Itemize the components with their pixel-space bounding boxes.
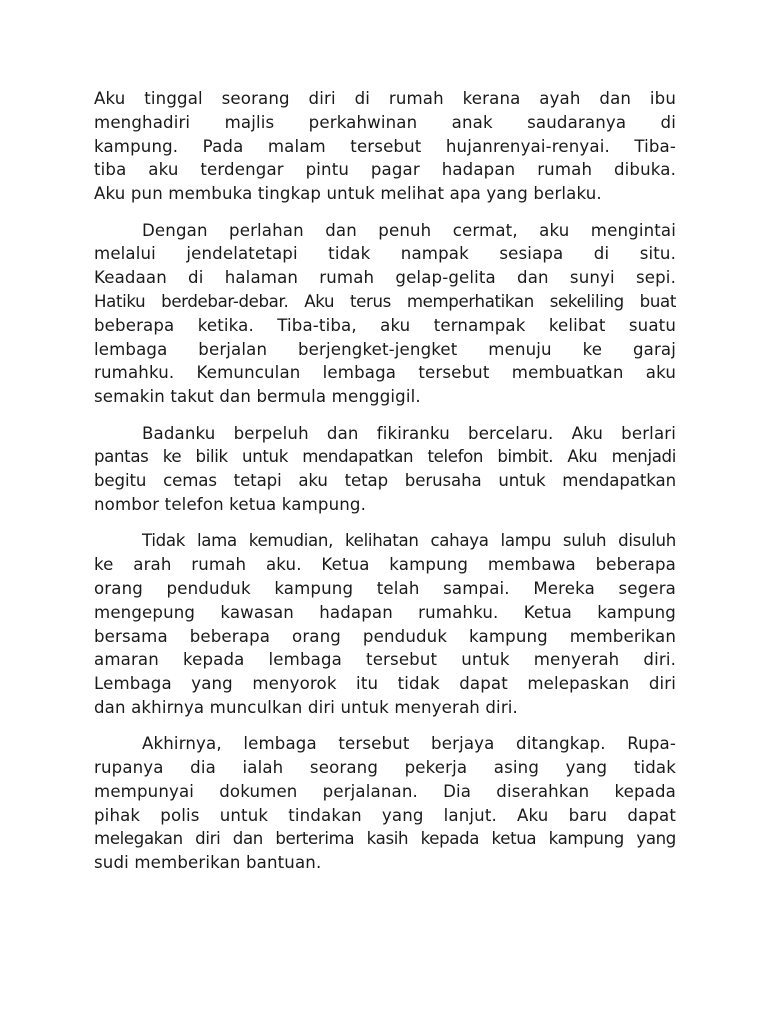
paragraph-line: menghadiri majlis perkahwinan anak saudaranya di [94,112,676,132]
paragraph-line: Akhirnya, lembaga tersebut berjaya ditangkap. Rupa- [142,734,676,754]
paragraph-5 [94,732,676,875]
paragraph-line: orang penduduk kampung telah sampai. Mereka segera [94,578,676,598]
paragraph-line: pihak polis untuk tindakan yang lanjut. Aku baru dapat [94,805,676,825]
paragraph-4 [94,529,676,719]
paragraph-line: tiba aku terdengar pintu pagar hadapan rumah dibuka. [94,160,676,180]
paragraph-line: dan akhirnya munculkan diri untuk menyerah diri. [94,697,518,717]
paragraph-line: Tidak lama kemudian, kelihatan cahaya lampu suluh disuluh [142,531,676,551]
paragraph-line: begitu cemas tetapi aku tetap berusaha untuk mendapatkan [94,471,676,491]
paragraph-2 [94,219,676,409]
paragraph-line: Keadaan di halaman rumah gelap-gelita dan sunyi sepi. [94,268,676,288]
paragraph-line: sudi memberikan bantuan. [94,853,322,873]
essay-body [94,87,676,888]
paragraph-line: amaran kepada lembaga tersebut untuk menyerah diri. [94,650,676,670]
paragraph-line: bersama beberapa orang penduduk kampung memberikan [94,626,676,646]
paragraph-line: Aku tinggal seorang diri di rumah kerana ayah dan ibu [94,89,676,108]
paragraph-line: Badanku berpeluh dan fikiranku bercelaru. Aku berlari [142,423,676,443]
paragraph-1 [94,87,676,206]
paragraph-line: pantas ke bilik untuk mendapatkan telefon bimbit. Aku menjadi [94,447,676,467]
paragraph-line: rupanya dia ialah seorang pekerja asing yang tidak [94,758,676,778]
paragraph-line: lembaga berjalan berjengket-jengket menuju ke garaj [94,339,676,359]
paragraph-line: nombor telefon ketua kampung. [94,494,367,514]
paragraph-line: Aku pun membuka tingkap untuk melihat apa yang berlaku. [94,184,602,204]
paragraph-line: mengepung kawasan hadapan rumahku. Ketua kampung [94,602,676,622]
paragraph-3 [94,422,676,517]
paragraph-line: rumahku. Kemunculan lembaga tersebut membuatkan aku [94,363,676,383]
paragraph-line: Lembaga yang menyorok itu tidak dapat melepaskan diri [94,674,676,694]
paragraph-line: melegakan diri dan berterima kasih kepada ketua kampung yang [94,829,676,849]
paragraph-line: mempunyai dokumen perjalanan. Dia diserahkan kepada [94,781,676,801]
paragraph-line: ke arah rumah aku. Ketua kampung membawa beberapa [94,555,676,575]
paragraph-line: melalui jendelatetapi tidak nampak sesiapa di situ. [94,244,676,264]
paragraph-line: Dengan perlahan dan penuh cermat, aku mengintai [142,220,676,240]
paragraph-line: semakin takut dan bermula menggigil. [94,387,421,407]
paragraph-line: beberapa ketika. Tiba-tiba, aku ternampak kelibat suatu [94,315,676,335]
paragraph-line: kampung. Pada malam tersebut hujanrenyai-renyai. Tiba- [94,136,676,156]
paragraph-line: Hatiku berdebar-debar. Aku terus memperhatikan sekeliling buat [94,291,676,311]
